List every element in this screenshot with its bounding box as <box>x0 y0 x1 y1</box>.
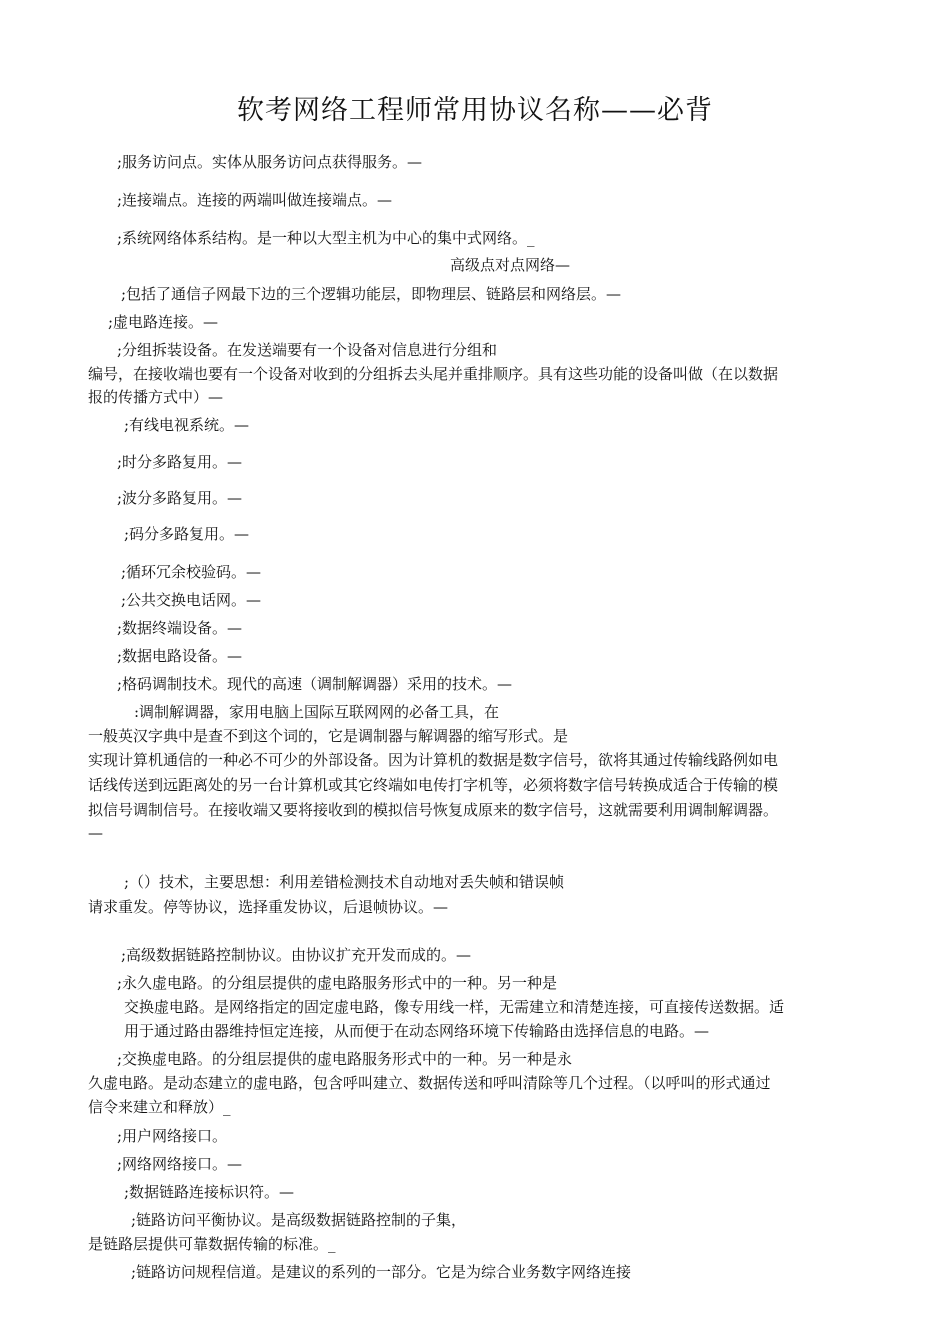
text-line: ;网络网络接口。— <box>117 1155 243 1173</box>
text-line: ;数据终端设备。— <box>117 619 243 637</box>
text-line: 实现计算机通信的一种必不可少的外部设备。因为计算机的数据是数字信号，欲将其通过传输线路例如电 <box>88 751 779 769</box>
text-line: 信令来建立和释放）_ <box>88 1098 231 1116</box>
text-line: ;高级数据链路控制协议。由协议扩充开发而成的。— <box>121 946 472 964</box>
text-line: ;连接端点。连接的两端叫做连接端点。— <box>117 191 393 209</box>
text-line: ;（）技术，主要思想：利用差错检测技术自动地对丢失帧和错误帧 <box>124 873 565 891</box>
text-line: ;虚电路连接。— <box>108 313 219 331</box>
text-line: ;格码调制技术。现代的高速（调制解调器）采用的技术。— <box>117 675 513 693</box>
text-line: ;系统网络体系结构。是一种以大型主机为中心的集中式网络。_ <box>117 229 535 247</box>
text-line: ;时分多路复用。— <box>117 453 243 471</box>
text-line: ;分组拆装设备。在发送端要有一个设备对信息进行分组和 <box>117 341 498 359</box>
text-line: ;包括了通信子网最下边的三个逻辑功能层，即物理层、链路层和网络层。— <box>121 285 622 303</box>
text-line: 用于通过路由器维持恒定连接，从而便于在动态网络环境下传输路由选择信息的电路。— <box>124 1022 710 1040</box>
text-line: ;永久虚电路。的分组层提供的虚电路服务形式中的一种。另一种是 <box>117 974 558 992</box>
text-line: 高级点对点网络— <box>450 256 571 274</box>
text-line: ;数据电路设备。— <box>117 647 243 665</box>
text-line: ;交换虚电路。的分组层提供的虚电路服务形式中的一种。另一种是永 <box>117 1050 573 1068</box>
text-line: ;有线电视系统。— <box>124 416 250 434</box>
text-line: ;数据链路连接标识符。— <box>124 1183 295 1201</box>
page-title: 软考网络工程师常用协议名称——必背 <box>237 95 713 126</box>
text-line: ;循环冗余校验码。— <box>121 563 262 581</box>
text-line: ;用户网络接口。 <box>117 1127 228 1145</box>
text-line: 一般英汉字典中是查不到这个词的，它是调制器与解调器的缩写形式。是 <box>88 727 569 745</box>
text-line: 是链路层提供可靠数据传输的标准。_ <box>88 1235 336 1253</box>
text-line: — <box>88 824 103 842</box>
text-line: 交换虚电路。是网络指定的固定虚电路，像专用线一样，无需建立和清楚连接，可直接传送数据。适 <box>124 998 785 1016</box>
text-line: ;码分多路复用。— <box>124 525 250 543</box>
text-line: 报的传播方式中）— <box>88 388 224 406</box>
text-line: ;服务访问点。实体从服务访问点获得服务。— <box>117 153 423 171</box>
text-line: :调制解调器，家用电脑上国际互联网网的必备工具，在 <box>134 703 500 721</box>
text-line: 请求重发。停等协议，选择重发协议，后退帧协议。— <box>88 898 449 916</box>
text-line: 拟信号调制信号。在接收端又要将接收到的模拟信号恢复成原来的数字信号，这就需要利用调制解调器。 <box>88 801 779 819</box>
text-line: 话线传送到远距离处的另一台计算机或其它终端如电传打字机等，必须将数字信号转换成适合于传输的模 <box>88 776 779 794</box>
text-line: 编号，在接收端也要有一个设备对收到的分组拆去头尾并重排顺序。具有这些功能的设备叫做（在以数据 <box>88 365 779 383</box>
text-line: ;波分多路复用。— <box>117 489 243 507</box>
text-line: ;链路访问平衡协议。是高级数据链路控制的子集， <box>131 1211 467 1229</box>
text-line: ;公共交换电话网。— <box>121 591 262 609</box>
text-line: 久虚电路。是动态建立的虚电路，包含呼叫建立、数据传送和呼叫清除等几个过程。（以呼叫的形式通过 <box>88 1074 771 1092</box>
text-line: ;链路访问规程信道。是建议的系列的一部分。它是为综合业务数字网络连接 <box>131 1263 632 1281</box>
